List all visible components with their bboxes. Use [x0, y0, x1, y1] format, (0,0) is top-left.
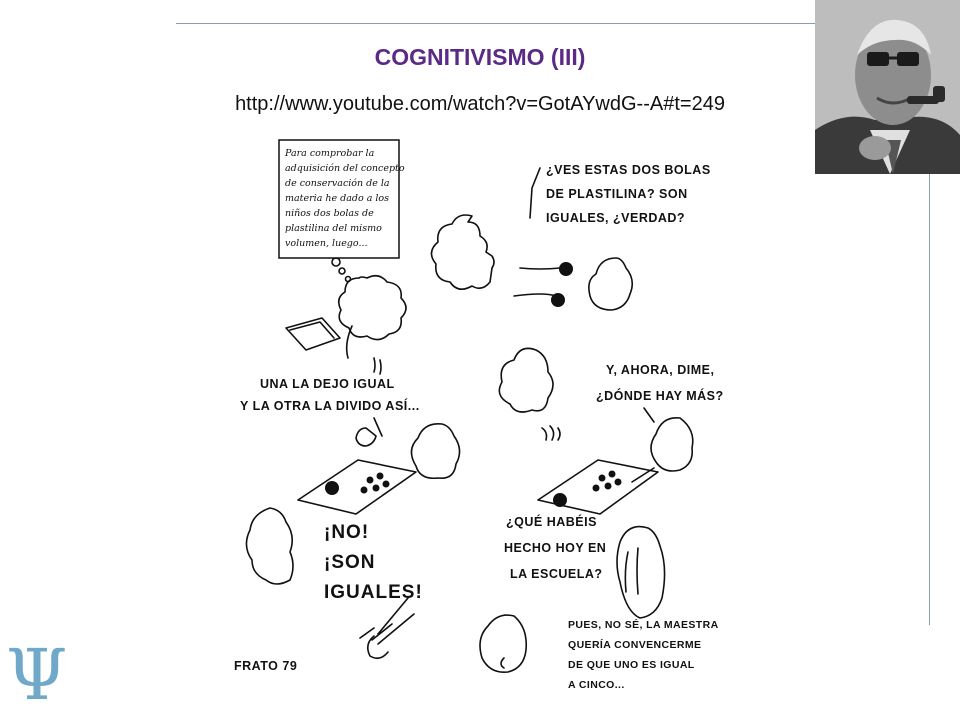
speech-line: Y LA OTRA LA DIVIDO ASÍ...	[240, 399, 420, 413]
speech-line: PUES, NO SÉ, LA MAESTRA	[568, 619, 719, 631]
video-link[interactable]: http://www.youtube.com/watch?v=GotAYwdG--A#t=249	[235, 93, 725, 115]
speech-line: A CINCO...	[568, 679, 625, 691]
speech-line: ¿QUÉ HABÉIS	[506, 515, 597, 529]
slide-title: COGNITIVISMO (III)	[374, 44, 586, 70]
thought-line: adquisición del concepto	[285, 163, 405, 174]
speech-line: UNA LA DEJO IGUAL	[260, 377, 395, 391]
portrait-photo-icon	[815, 0, 960, 174]
speech-line: QUERÍA CONVENCERME	[568, 639, 702, 651]
speech-line: DE PLASTILINA? SON	[546, 187, 688, 201]
speech-line: DE QUE UNO ES IGUAL	[568, 659, 695, 671]
speech-line: ¡SON	[324, 552, 376, 573]
psi-logo-icon: Ψ	[6, 634, 68, 716]
speech-line: IGUALES, ¿VERDAD?	[546, 211, 686, 225]
thought-line: volumen, luego...	[285, 238, 368, 249]
speech-line: LA ESCUELA?	[510, 567, 603, 581]
top-divider	[176, 23, 816, 24]
thought-line: Para comprobar la	[285, 148, 375, 159]
speech-line: ¿DÓNDE HAY MÁS?	[596, 389, 724, 403]
side-divider	[929, 170, 930, 625]
speech-line: HECHO HOY EN	[504, 541, 607, 555]
speech-line: ¡NO!	[324, 522, 370, 543]
cartoon-illustration	[224, 128, 724, 720]
thought-line: niños dos bolas de	[285, 208, 374, 219]
artist-signature: FRATO 79	[234, 659, 298, 673]
speech-line: Y, AHORA, DIME,	[606, 363, 715, 377]
thought-line: de conservación de la	[285, 178, 390, 189]
speech-line: IGUALES!	[324, 582, 423, 603]
thought-line: materia he dado a los	[285, 193, 390, 204]
thought-line: plastilina del mismo	[285, 223, 382, 234]
speech-line: ¿VES ESTAS DOS BOLAS	[546, 163, 711, 177]
